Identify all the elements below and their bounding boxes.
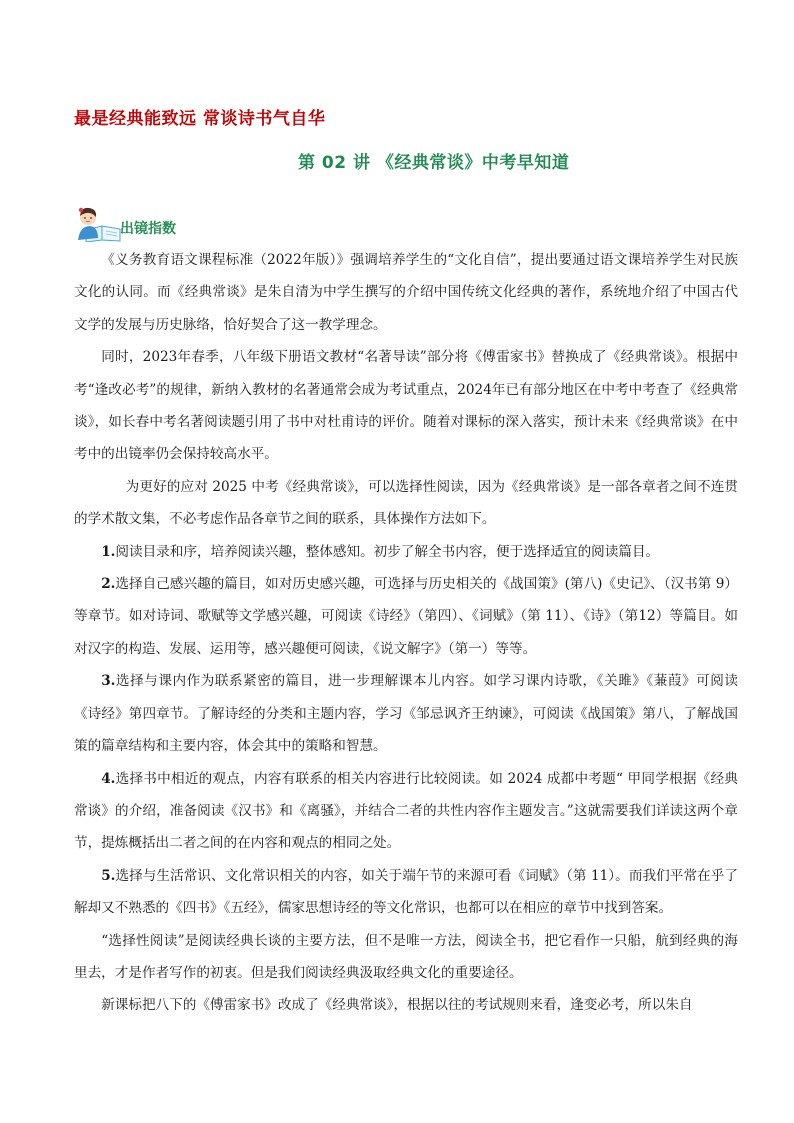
reading-child-book-icon (72, 204, 124, 242)
list-number: 5. (101, 867, 116, 884)
list-item: 1.阅读目录和序，培养阅读兴趣，整体感知。初步了解全书内容，便于选择适宜的阅读篇目。 (101, 543, 660, 560)
paragraph: “选择性阅读”是阅读经典长谈的主要方法，但不是唯一方法，阅读全书，把它看作一只船，航到经典的海里去，才是作者写作的初衷。但是我们阅读经典汲取经典文化的重要途径。 (74, 932, 738, 981)
list-item: 5.选择与生活常识、文化常识相关的内容，如关于端午节的来源可看《词赋》（第 11）。而我们平常在乎了解却又不熟悉的《四书》《五经》，儒家思想诗经的等文化常识，也都可以在相应的章节中找到答案。 (74, 867, 738, 917)
list-number: 3. (101, 673, 116, 690)
paragraph: 同时，2023年春季，八年级下册语文教材“名著导读”部分将《傅雷家书》替换成了《经典常谈》。根据中考“逢改必考”的规律，新纳入教材的名著通常会成为考试重点，2024年已有部分地区在中考中考查了《经典常谈》，如长春中考名著阅读题引用了书中对杜甫诗的评价。随着对课标的深入落实，预计未来《经典常谈》在中考中的出镜率仍会保持较高水平。 (74, 349, 738, 463)
paragraph: 为更好的应对 2025 中考《经典常谈》，可以选择性阅读，因为《经典常谈》是一部各章者之间不连贯的学术散文集，不必考虑作品各章节之间的联系，具体操作方法如下。 (74, 478, 738, 528)
list-number: 1. (101, 543, 116, 560)
list-number: 4. (101, 770, 116, 787)
article-body (74, 244, 738, 1022)
section-heading (72, 204, 232, 240)
list-number: 2. (101, 576, 116, 593)
list-item: 2.选择自己感兴趣的篇目，如对历史感兴趣，可选择与历史相关的《战国策》(第八)《史记》、（汉书第 9）等章节。如对诗词、歌赋等文学感兴趣，可阅读《诗经》（第四）、《词赋》（第 11）、《诗》（第12）等篇目。如对汉字的构造、发展、运用等，感兴趣便可阅读，《说文解字》（第一）等等。 (74, 576, 738, 657)
paragraph: 《义务教育语文课程标准（2022年版）》强调培养学生的“文化自信”，提出要通过语文课培养学生对民族文化的认同。而《经典常谈》是朱自清为中学生撰写的介绍中国传统文化经典的著作，系统地介绍了中国古代文学的发展与历史脉络，恰好契合了这一教学理念。 (74, 252, 738, 333)
lecture-title: 第 02 讲 《经典常谈》中考早知道 (298, 153, 570, 173)
list-item: 4.选择书中相近的观点，内容有联系的相关内容进行比较阅读。如 2024 成都中考题“ 甲同学根据《经典常谈》的介绍，准备阅读《汉书》和《离骚》，并结合二者的共性内容作主题发言。”这就需要我们详读这两个章节，提炼概括出二者之间的在内容和观点的相同之处。 (74, 770, 738, 852)
list-item: 3.选择与课内作为联系紧密的篇目，进一步理解课本儿内容。如学习课内诗歌，《关雎》《蒹葭》可阅读《诗经》第四章节。了解诗经的分类和主题内容，学习《邹忌讽齐王纳谏》，可阅读《战国策》第八，了解战国策的篇章结构和主要内容，体会其中的策略和智慧。 (74, 673, 738, 755)
series-title: 最是经典能致远 常谈诗书气自华 (74, 109, 326, 129)
paragraph: 新课标把八下的《傅雷家书》改成了《经典常谈》，根据以往的考试规则来看，逢变必考，所以朱自 (101, 997, 693, 1014)
section-heading-text: 出镜指数 (120, 221, 176, 237)
